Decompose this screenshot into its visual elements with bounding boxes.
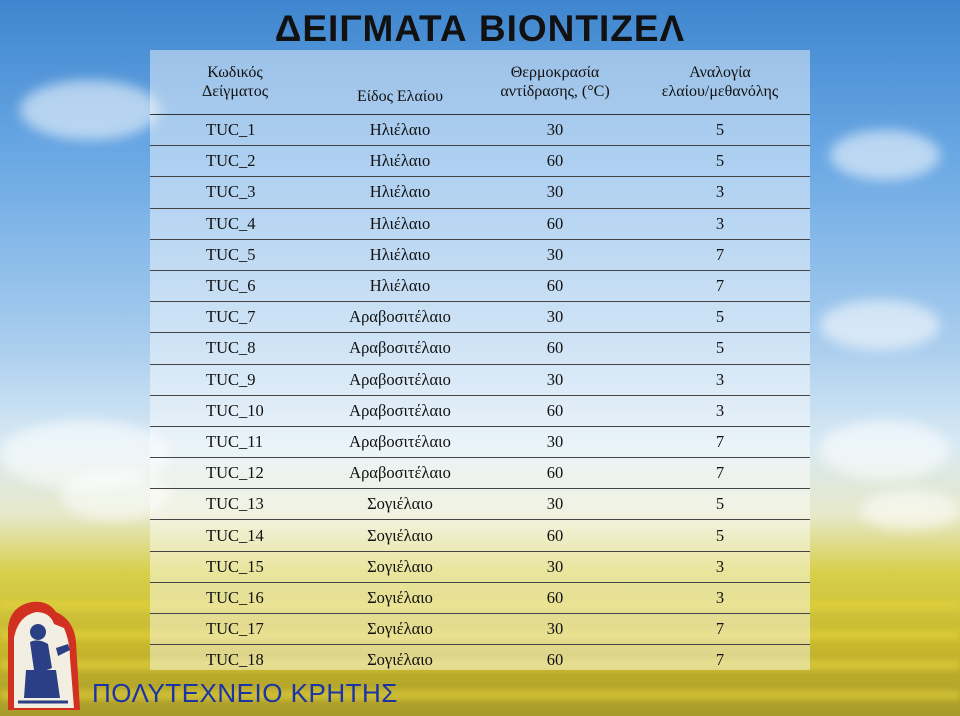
table-row (150, 177, 810, 208)
table-row (150, 395, 810, 426)
header-oil-methanol-ratio (630, 50, 810, 115)
cell-code: TUC_11 (150, 426, 320, 457)
table-row (150, 645, 810, 676)
cell-ratio: 5 (630, 333, 810, 364)
cell-ratio: 7 (630, 458, 810, 489)
header-oil-type (320, 50, 480, 115)
header-ratio-line2: ελαίου/μεθανόλης (661, 83, 779, 100)
cell-ratio: 5 (630, 302, 810, 333)
cell-oil: Ηλιέλαιο (320, 146, 480, 177)
table-row (150, 270, 810, 301)
table-header-row (150, 50, 810, 115)
header-temp-line1: Θερμοκρασία (510, 64, 600, 81)
cell-code: TUC_14 (150, 520, 320, 551)
cell-oil: Αραβοσιτέλαιο (320, 426, 480, 457)
table-row (150, 364, 810, 395)
table-row (150, 333, 810, 364)
cell-temperature: 60 (546, 650, 564, 670)
cell-temperature: 30 (480, 115, 630, 146)
cell-oil: Ηλιέλαιο (320, 177, 480, 208)
cell-temperature: 60 (480, 333, 630, 364)
cell-code: TUC_4 (150, 208, 320, 239)
cell-ratio: 5 (630, 489, 810, 520)
header-oil-label: Είδος Ελαίου (356, 88, 444, 105)
cell-oil: Ηλιέλαιο (320, 115, 480, 146)
cell-ratio: 3 (630, 208, 810, 239)
cell-ratio: 5 (630, 520, 810, 551)
cell-code: TUC_2 (150, 146, 320, 177)
header-code-line2: Δείγματος (201, 83, 269, 100)
cell-code: TUC_6 (150, 270, 320, 301)
cell-oil: Αραβοσιτέλαιο (320, 395, 480, 426)
cell-code: TUC_1 (150, 115, 320, 146)
cell-ratio: 7 (630, 614, 810, 645)
cell-temperature: 60 (480, 208, 630, 239)
cell-temperature: 30 (480, 177, 630, 208)
cell-code: TUC_7 (150, 302, 320, 333)
cell-temperature: 30 (480, 614, 630, 645)
table-row (150, 582, 810, 613)
cell-temperature: 30 (480, 364, 630, 395)
cell-temperature: 30 (480, 489, 630, 520)
cell-temperature: 30 (480, 239, 630, 270)
cell-oil: Σογιέλαιο (320, 614, 480, 645)
table-row (150, 520, 810, 551)
table-row (150, 115, 810, 146)
cell-oil: Σογιέλαιο (320, 489, 480, 520)
cell-temperature: 60 (480, 146, 630, 177)
cell-code: TUC_12 (150, 458, 320, 489)
page-title: ΔΕΙΓΜΑΤΑ ΒΙΟΝΤΙΖΕΛ (274, 8, 686, 49)
cell-oil: Αραβοσιτέλαιο (320, 458, 480, 489)
cell-code: TUC_18 (206, 650, 264, 670)
cell-code: TUC_5 (150, 239, 320, 270)
table-row (150, 208, 810, 239)
cell-code: TUC_10 (150, 395, 320, 426)
cell-oil: Ηλιέλαιο (320, 208, 480, 239)
university-seal-icon (4, 598, 84, 710)
table-row (150, 426, 810, 457)
cell-temperature: 60 (480, 582, 630, 613)
table-row (150, 146, 810, 177)
cell-ratio: 3 (630, 395, 810, 426)
cell-code: TUC_15 (150, 551, 320, 582)
cell-ratio: 3 (630, 551, 810, 582)
cell-oil: Αραβοσιτέλαιο (320, 302, 480, 333)
cell-oil: Σογιέλαιο (367, 650, 433, 670)
cell-temperature: 60 (480, 458, 630, 489)
cell-code: TUC_17 (150, 614, 320, 645)
header-temp-line2: αντίδρασης, (°C) (500, 83, 610, 100)
cell-code: TUC_16 (150, 582, 320, 613)
cell-oil: Ηλιέλαιο (320, 270, 480, 301)
header-ratio-line1: Αναλογία (689, 64, 751, 81)
cell-ratio: 3 (630, 364, 810, 395)
samples-table (150, 50, 810, 675)
cell-code: TUC_9 (150, 364, 320, 395)
cell-ratio: 7 (630, 239, 810, 270)
cell-oil: Ηλιέλαιο (320, 239, 480, 270)
cell-ratio: 5 (630, 146, 810, 177)
cell-oil: Αραβοσιτέλαιο (320, 333, 480, 364)
cell-temperature: 30 (480, 426, 630, 457)
cell-oil: Σογιέλαιο (320, 582, 480, 613)
cell-code: TUC_8 (150, 333, 320, 364)
cell-oil: Σογιέλαιο (320, 520, 480, 551)
table-row (150, 239, 810, 270)
header-code-line1: Κωδικός (207, 64, 263, 81)
cell-temperature: 30 (480, 302, 630, 333)
cell-ratio: 3 (630, 582, 810, 613)
cell-temperature: 60 (480, 520, 630, 551)
university-name: ΠΟΛΥΤΕΧΝΕΙΟ ΚΡΗΤΗΣ (92, 678, 398, 708)
table-row (150, 551, 810, 582)
cell-ratio: 7 (715, 650, 725, 670)
cell-temperature: 60 (480, 395, 630, 426)
cell-temperature: 60 (480, 270, 630, 301)
header-reaction-temperature (480, 50, 630, 115)
cell-ratio: 3 (630, 177, 810, 208)
cell-ratio: 7 (630, 426, 810, 457)
cell-code: TUC_13 (150, 489, 320, 520)
table-row (150, 614, 810, 645)
header-sample-code (150, 50, 320, 115)
cell-code: TUC_3 (150, 177, 320, 208)
cell-temperature: 30 (480, 551, 630, 582)
table-row (150, 458, 810, 489)
table-row (150, 302, 810, 333)
cell-oil: Σογιέλαιο (320, 551, 480, 582)
table-row (150, 489, 810, 520)
cell-ratio: 7 (630, 270, 810, 301)
cell-ratio: 5 (630, 115, 810, 146)
cell-oil: Αραβοσιτέλαιο (320, 364, 480, 395)
